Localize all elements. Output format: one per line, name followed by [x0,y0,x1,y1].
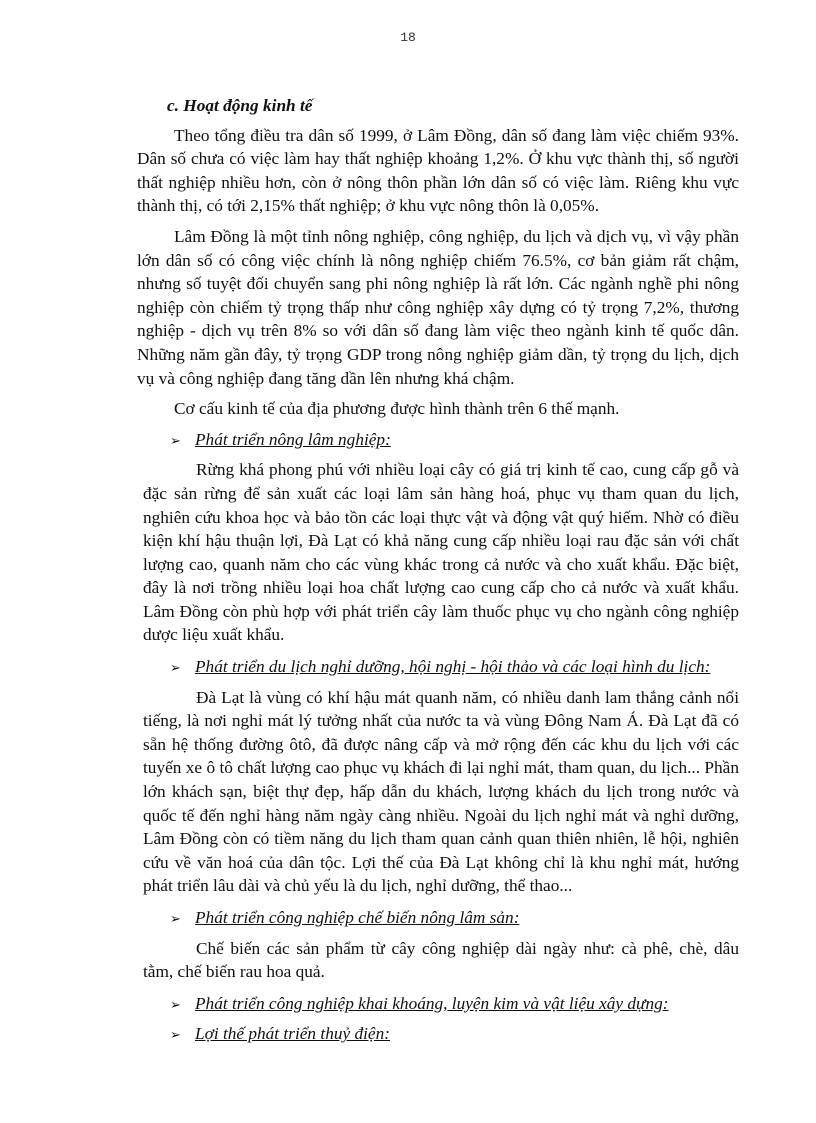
paragraph-employment: Theo tổng điều tra dân số 1999, ở Lâm Đồng, dân số đang làm việc chiếm 93%. Dân số chưa có việc làm hay thất nghiệp khoảng 1,2%. Ở khu vực thành thị, số người thất nghiệp nhiều hơn, còn ở nông thôn phần lớn dân số có việc làm. Riêng khu vực thành thị, có tới 2,15% thất nghiệp; ở khu vực nông thôn là 0,05%. [137,125,739,216]
bullet-label: Lợi thế phát triển thuỷ điện: [195,1024,390,1044]
bullet-text-agriculture-forestry: Rừng khá phong phú với nhiều loại cây có giá trị kinh tế cao, cung cấp gỗ và đặc sản rừng để sản xuất các loại lâm sản hàng hoá, phục vụ tham quan du lịch, nghiên cứu khoa học và bảo tồn các loại thực vật và động vật quý hiếm. Nhờ có điều kiện khí hậu thuận lợi, Đà Lạt có khả năng cung cấp nhiều loại rau đặc sản với chất lượng cao, quanh năm cho các vùng khác trong cả nước và cho xuất khẩu. Đặc biệt, đây là nơi trồng nhiều loại hoa chất lượng cao cung cấp cho cả nước và xuất khẩu. Lâm Đồng còn phù hợp với phát triển cây làm thuốc phục vụ cho ngành công nghiệp dược liệu xuất khẩu. [143,460,739,645]
page-number: 18 [400,30,416,45]
arrow-bullet-icon: ➢ [170,432,181,448]
arrow-bullet-icon: ➢ [170,996,181,1012]
bullet-text-tourism: Đà Lạt là vùng có khí hậu mát quanh năm, có nhiều danh lam thắng cảnh nổi tiếng, là nơi nghỉ mát lý tưởng nhất của nước ta và vùng Đông Nam Á. Đà Lạt đã có sẵn hệ thống đường ôtô, đã được nâng cấp và mở rộng đến các khu du lịch với các tuyến xe ô tô chất lượng cao phục vụ khách đi lại nghỉ mát, tham quan, du lịch... Phần lớn khách sạn, biệt thự đẹp, hấp dẫn du khách, lượng khách du lịch trong nước và quốc tế đến nghỉ hàng năm ngày càng nhiều. Ngoài du lịch nghỉ mát và nghỉ dưỡng, Lâm Đồng còn có tiềm năng du lịch tham quan cảnh quan thiên nhiên, lễ hội, nghiên cứu về văn hoá của dân tộc. Lợi thế của Đà Lạt không chỉ là khu nghỉ mát, hướng phát triển lâu dài và chủ yếu là du lịch, nghỉ dưỡng, thể thao... [143,687,739,896]
bullet-processing-industry [170,906,739,931]
bullet-text-processing-industry: Chế biến các sản phẩm từ cây công nghiệp dài ngày như: cà phê, chè, dâu tằm, chế biến rau hoa quả. [143,938,739,982]
paragraph-economy-structure: Lâm Đồng là một tỉnh nông nghiệp, công nghiệp, du lịch và dịch vụ, vì vậy phần lớn dân số có công việc chính là nông nghiệp chiếm 76.5%, cơ bản giảm rất chậm, nhưng số tuyệt đối chuyển sang phi nông nghiệp là rất lớn. Các ngành nghề phi nông nghiệp còn chiếm tỷ trọng thấp như công nghiệp xây dựng có tỷ trọng 7,2%, thương nghiệp - dịch vụ trên 8% so với dân số đang làm việc theo ngành kinh tế quốc dân. Những năm gần đây, tỷ trọng GDP trong nông nghiệp giảm dần, tỷ trọng du lịch, dịch vụ và công nghiệp đang tăng dần lên nhưng khá chậm. [137,226,739,388]
arrow-bullet-icon: ➢ [170,1027,181,1043]
bullet-label: Phát triển công nghiệp chế biến nông lâm sản: [195,908,520,927]
section-title: c. Hoạt động kinh tế [167,96,313,115]
paragraph-six-strengths: Cơ cấu kinh tế của địa phương được hình thành trên 6 thế mạnh. [174,399,620,419]
document-body [137,94,739,1053]
bullet-label: Phát triển du lịch nghỉ dưỡng, hội nghị - hội thảo và các loại hình du lịch: [195,657,711,677]
bullet-label: Phát triển nông lâm nghiệp: [195,429,391,449]
bullet-label: Phát triển công nghiệp khai khoáng, luyện kim và vật liệu xây dựng: [195,993,669,1013]
bullet-agriculture-forestry [170,428,739,453]
bullet-hydropower [170,1022,739,1047]
arrow-bullet-icon: ➢ [170,911,181,926]
bullet-tourism [170,655,739,680]
bullet-mining-metallurgy [170,992,739,1017]
arrow-bullet-icon: ➢ [170,660,181,676]
